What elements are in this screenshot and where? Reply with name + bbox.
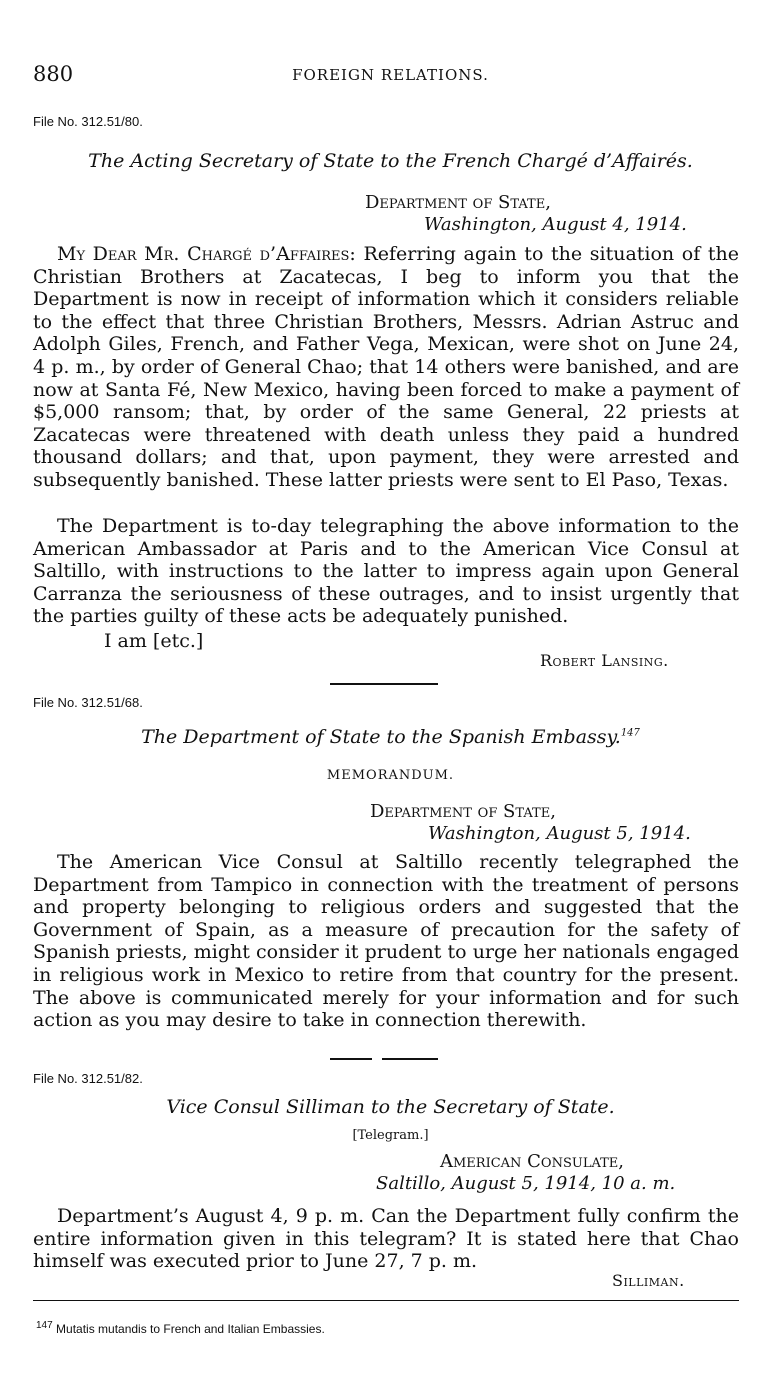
section-divider (330, 1058, 372, 1060)
section-divider (330, 683, 438, 685)
telegram-body-paragraph: Department’s August 4, 9 p. m. Can the Department fully confirm the entire information given in this telegram? It is stated here that Chao himself was executed prior to June 27, 7 p. m. (33, 1205, 739, 1273)
dateline-department: Department of State, (370, 801, 556, 822)
document-title (0, 726, 781, 748)
footnote (36, 1320, 325, 1336)
document-title: The Acting Secretary of State to the French Chargé d’Affairés. (88, 150, 693, 172)
file-number: File No. 312.51/68. (33, 695, 143, 710)
document-title: Vice Consul Silliman to the Secretary of State. (166, 1096, 615, 1118)
memorandum-label: MEMORANDUM. (326, 768, 455, 783)
running-title: FOREIGN RELATIONS. (292, 66, 489, 84)
paragraph-text: Referring again to the situation of the Christian Brothers at Zacatecas, I beg to inform you that the Department is now in receipt of information which it considers reliable to the effect that three Christian Brothers, Messrs. Adrian Astruc and Adolph Giles, French, and Father Vega, Mexican, were shot on June 24, 4 p. m., by order of General Chao; that 14 others were banished, and are now at Santa Fé, New Mexico, having been forced to make a payment of $5,000 ransom; that, by order of the same General, 22 priests at Zacatecas were threatened with death unless they paid a hundred thousand dollars; and that, upon payment, they were arrested and subsequently banished. These latter priests were sent to El Paso, Texas. (33, 243, 739, 491)
dateline-office: American Consulate, (440, 1151, 625, 1172)
dateline-place-date: Washington, August 4, 1914. (424, 214, 687, 235)
signature: Robert Lansing. (540, 651, 669, 670)
dateline-place-date: Washington, August 5, 1914. (428, 823, 691, 844)
memorandum-body-paragraph: The American Vice Consul at Saltillo recently telegraphed the Department from Tampico in connection with the treatment of persons and property belonging to religious orders and suggested that the Government of Spain, as a measure of precaution for the safety of Spanish priests, might consider it prudent to urge her nationals engaged in religious work in Mexico to retire from that country for the present. The above is communicated merely for your information and for such action as you may desire to take in connection therewith. (33, 851, 739, 1032)
footnote-rule (33, 1300, 739, 1301)
letter-body-paragraph: The Department is to-day telegraphing the above information to the American Ambassador at Paris and to the American Vice Consul at Saltillo, with instructions to the latter to impress again upon General Carranza the seriousness of these outrages, and to insist urgently that the parties guilty of these acts be adequately punished. (33, 515, 739, 628)
file-number: File No. 312.51/80. (33, 114, 143, 129)
telegram-label: [Telegram.] (352, 1128, 429, 1143)
page-number: 880 (33, 62, 74, 86)
dateline-place-date: Saltillo, August 5, 1914, 10 a. m. (376, 1173, 676, 1194)
title-text: The Department of State to the Spanish Embassy. (141, 726, 621, 748)
closing: I am [etc.] (104, 630, 204, 652)
salutation: My Dear Mr. Chargé d’Affaires: (57, 243, 356, 265)
file-number: File No. 312.51/82. (33, 1071, 143, 1086)
signature: Silliman. (612, 1271, 685, 1290)
footnote-text: Mutatis mutandis to French and Italian Embassies. (52, 1322, 325, 1336)
footnote-reference: 147 (620, 727, 640, 739)
letter-body-paragraph (33, 243, 739, 492)
footnote-number: 147 (36, 1320, 53, 1331)
dateline-department: Department of State, (365, 192, 551, 213)
section-divider (382, 1058, 438, 1060)
